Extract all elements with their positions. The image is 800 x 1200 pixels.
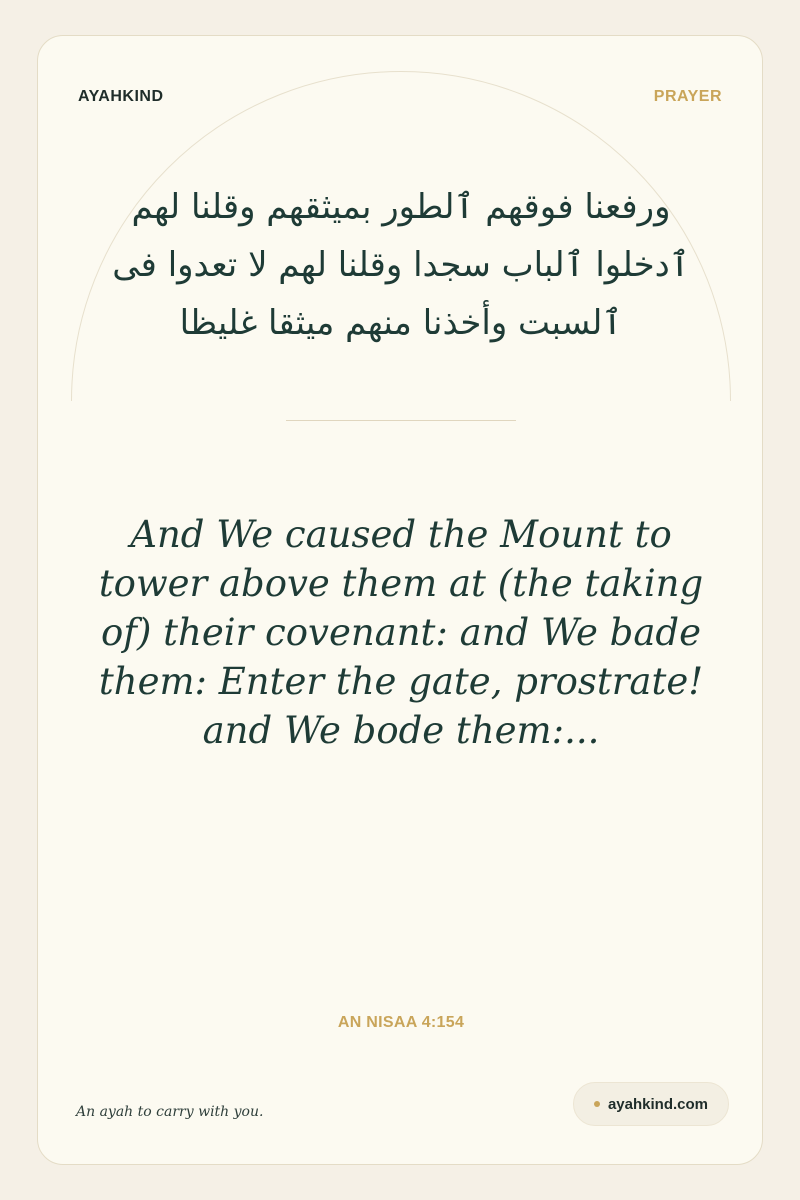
arabic-verse: ورفعنا فوقهم ٱلطور بميثقهم وقلنا لهم ٱدخلوا ٱلباب سجدا وقلنا لهم لا تعدوا فى ٱلسبت وأخذنا منهم ميثقا غليظا — [112, 187, 690, 343]
brand-label: AYAHKIND — [78, 88, 164, 105]
category-label: PRAYER — [653, 88, 722, 105]
ayah-card — [37, 35, 763, 1165]
divider — [286, 420, 516, 421]
website-link[interactable] — [573, 1082, 729, 1126]
website-label: ayahkind.com — [607, 1095, 709, 1113]
verse-translation: And We caused the Mount to tower above them at (the taking of) their covenant: and We bade them: Enter the gate, prostrate! and We bode them:... — [98, 513, 704, 752]
verse-reference: AN NISAA 4:154 — [337, 1014, 465, 1031]
dot-icon — [594, 1101, 600, 1107]
tagline: An ayah to carry with you. — [76, 1104, 264, 1120]
